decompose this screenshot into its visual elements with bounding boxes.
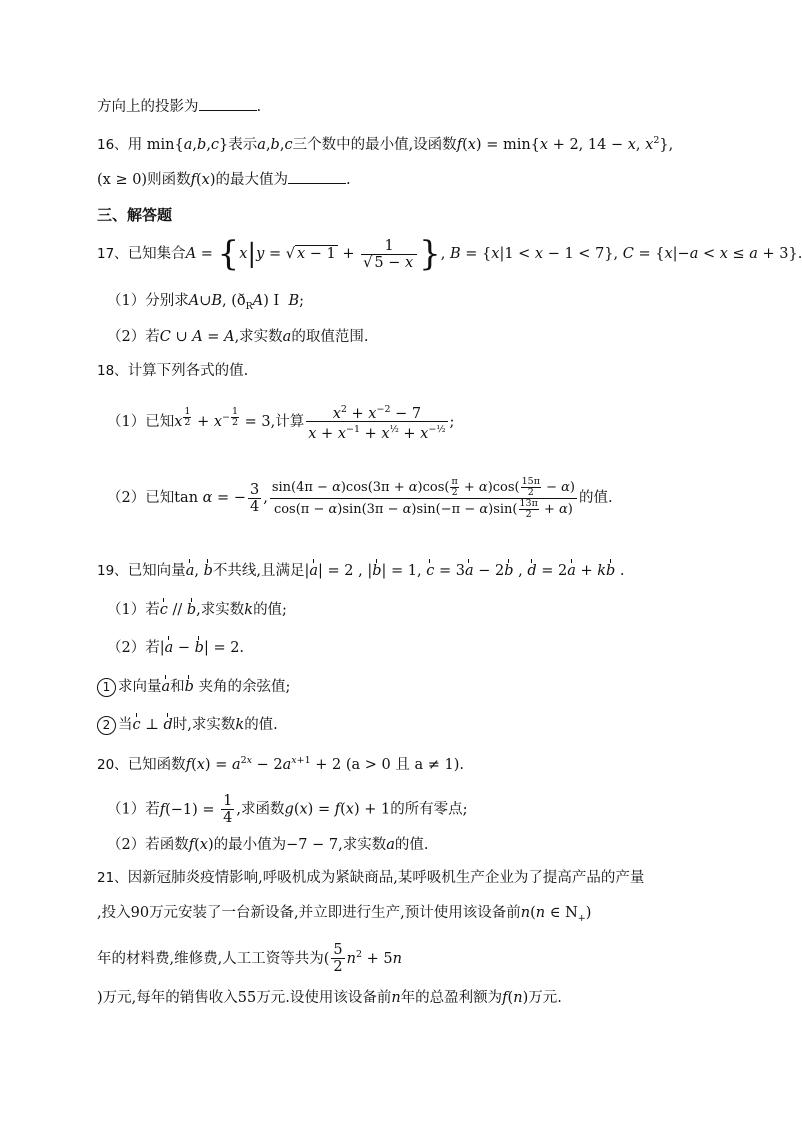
set-expression: A∪B, $(ð_RA)$ I B; <box>188 293 305 312</box>
q20-part1: （1）若f(−1) = $\frac{1}{4}$ ,求函数g(x) = f(x) + 1的所有零点; <box>107 793 468 826</box>
circled-number: 1 <box>97 678 116 697</box>
vector-conditions: |a| = 2 , |b| = 1, c = 3a − 2b , d = 2a + kb . <box>304 563 625 579</box>
target-fraction: $\frac{x^2 + x^{-2} - 7}{x + x^{-1} + x^{\frac{1}{2}} + x^{-\frac{1}{2}}}$ <box>308 403 446 443</box>
q17-stem: 17、已知集合A = {x|y = √ x − 1 + $\frac{1}{√ 5 - x}$ }, B = {x|1 < x − 1 < 7}, C = {x|−a < x ≤ a + 3}. <box>97 234 802 274</box>
tan-condition: tan α = − $\frac{3}{4}$ <box>174 481 260 515</box>
q19-sub1: 1 求向量a和b 夹角的余弦值; <box>97 677 290 697</box>
q16-line1: 16、用 min{a,b,c}表示a,b,c三个数中的最小值,设函数f(x) = min{x + 2, 14 − x, $x^2$}, <box>97 135 674 153</box>
q19-sub2: 2 当c ⊥ d时,求实数k的值. <box>97 715 278 735</box>
q18-stem: 18、计算下列各式的值. <box>97 363 249 379</box>
answer-blank[interactable] <box>288 169 346 184</box>
q18-part1: （1）已知x $^{\frac{1}{2}}$ + $x^{- \frac{1}{2}}$ = 3,计算 $\frac{x^2 + x^{-2} - 7}{x + x^{-1} + x^{\frac{1}{2}} + x^{-\frac{1}{2}}}$ ; <box>107 403 455 443</box>
q16-line2: (x ≥ 0)则函数f(x)的最大值为 . <box>97 169 351 190</box>
function-definition: $f(x) = a^{2x} - 2a^{x+1} + 2$ <box>185 755 342 773</box>
section-heading: 三、解答题 <box>97 206 173 224</box>
q20-part2: （2）若函数f(x)的最小值为−7 − 7,求实数a的值. <box>107 837 429 853</box>
answer-blank[interactable] <box>199 96 257 111</box>
q21-line4: )万元,每年的销售收入55万元.设使用该设备前n年的总盈利额为f(n)万元. <box>97 990 562 1006</box>
circled-number: 2 <box>97 716 116 735</box>
exponent-condition: x $^{\frac{1}{2}}$ + $x^{- \frac{1}{2}}$ = 3 <box>174 406 271 430</box>
q18-part2: （2）已知tan α = − $\frac{3}{4}$ , sin(4π − α)cos(3π + α)cos( $\frac{\pi}{2}$ + α)cos( $\frac{15\pi}{2}$ − α) cos(π − α)sin(3π − α)sin(−π − α)sin( $\frac{13\pi}{2}$ + α) 的值. <box>107 475 613 520</box>
q15-continuation: 方向上的投影为 . <box>97 96 261 117</box>
q21-line2: ,投入90万元安装了一台新设备,并立即进行生产,预计使用该设备前n(n ∈ $N_+$) <box>97 905 592 924</box>
q19-part1: （1）若c // b,求实数k的值; <box>107 602 287 618</box>
min-expression: min{a,b,c} <box>146 136 229 153</box>
q17-part1: （1）分别求A∪B, $(ð_RA)$ I B; <box>107 293 305 312</box>
set-definitions: A = {x|y = √ x − 1 + $\frac{1}{√ 5 - x}$ }, B = {x|1 < x − 1 < 7}, C = {x|−a < x ≤ a + 3}. <box>185 234 802 274</box>
q19-part2: （2）若|a − b| = 2. <box>107 640 245 656</box>
function-definition: f(x) = min{x + 2, 14 − x, $x^2$} <box>456 135 669 153</box>
q21-line1: 21、因新冠肺炎疫情影响,呼吸机成为紧缺商品,某呼吸机生产企业为了提高产品的产量 <box>97 870 645 886</box>
q20-stem: 20、已知函数$f(x) = a^{2x} - 2a^{x+1} + 2$ (a > 0 且 a ≠ 1). <box>97 755 464 773</box>
q17-part2: （2）若C ∪ A = A,求实数a的取值范围. <box>107 329 369 345</box>
trig-fraction: sin(4π − α)cos(3π + α)cos( $\frac{\pi}{2}$ + α)cos( $\frac{15\pi}{2}$ − α) cos(π − α)sin(3π − α)sin(−π − α)sin( $\frac{13\pi}{2}$ + α) <box>271 475 575 520</box>
q19-stem: 19、已知向量a, b不共线,且满足|a| = 2 , |b| = 1, c = 3a − 2b , d = 2a + kb . <box>97 563 625 579</box>
q21-line3: 年的材料费,维修费,人工工资等共为( $\frac{5}{2}$ $n^2 + 5n$ <box>97 942 402 976</box>
